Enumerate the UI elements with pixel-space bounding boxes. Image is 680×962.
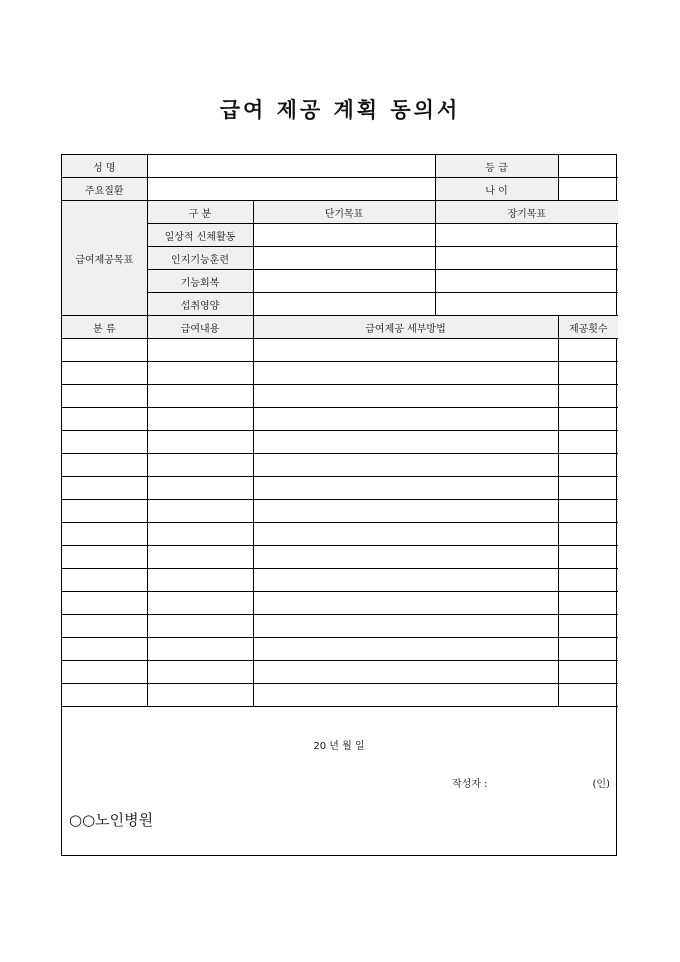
form-footer [62,711,616,855]
method-cell[interactable] [253,684,558,707]
method-cell[interactable] [253,638,558,661]
table-row [62,362,618,385]
table-row [62,615,618,638]
class-header: 분 류 [62,316,147,339]
content-cell[interactable] [147,546,253,569]
content-cell[interactable] [147,385,253,408]
content-cell[interactable] [147,638,253,661]
method-cell[interactable] [253,592,558,615]
method-cell[interactable] [253,523,558,546]
table-row [62,638,618,661]
table-row [62,523,618,546]
document-title: 급여 제공 계획 동의서 [219,98,461,122]
content-cell[interactable] [147,592,253,615]
class-cell[interactable] [62,638,147,661]
goals-header-row [62,201,618,224]
class-cell[interactable] [62,546,147,569]
name-label: 성 명 [62,155,147,178]
long-term-goal-cell[interactable] [435,293,618,316]
class-cell[interactable] [62,339,147,362]
class-cell[interactable] [62,569,147,592]
method-cell[interactable] [253,408,558,431]
info-row-1 [62,155,618,178]
grade-field[interactable] [558,155,618,178]
content-cell[interactable] [147,454,253,477]
short-term-goal-cell[interactable] [253,224,435,247]
count-cell[interactable] [558,638,618,661]
grade-label: 등 급 [435,155,558,178]
class-cell[interactable] [62,592,147,615]
author-label: 작성자 : [452,779,488,790]
form-table [62,155,618,707]
content-cell[interactable] [147,431,253,454]
content-cell[interactable] [147,523,253,546]
content-cell[interactable] [147,477,253,500]
goals-section-label: 급여제공목표 [62,201,147,316]
content-cell[interactable] [147,362,253,385]
short-term-goal-header: 단기목표 [253,201,435,224]
name-field[interactable] [147,155,435,178]
count-cell[interactable] [558,408,618,431]
goal-category-label: 인지기능훈련 [147,247,253,270]
disease-field[interactable] [147,178,435,201]
content-cell[interactable] [147,615,253,638]
consent-form [61,154,617,856]
count-cell[interactable] [558,477,618,500]
table-row [62,684,618,707]
method-cell[interactable] [253,546,558,569]
method-cell[interactable] [253,569,558,592]
table-row [62,569,618,592]
content-cell[interactable] [147,661,253,684]
count-cell[interactable] [558,592,618,615]
class-cell[interactable] [62,408,147,431]
class-cell[interactable] [62,615,147,638]
method-cell[interactable] [253,454,558,477]
short-term-goal-cell[interactable] [253,247,435,270]
count-cell[interactable] [558,431,618,454]
table-row [62,592,618,615]
count-cell[interactable] [558,661,618,684]
table-row [62,454,618,477]
class-cell[interactable] [62,477,147,500]
info-row-2 [62,178,618,201]
count-cell[interactable] [558,362,618,385]
class-cell[interactable] [62,385,147,408]
goals-category-header: 구 분 [147,201,253,224]
method-cell[interactable] [253,615,558,638]
long-term-goal-cell[interactable] [435,247,618,270]
count-cell[interactable] [558,454,618,477]
class-cell[interactable] [62,523,147,546]
content-cell[interactable] [147,408,253,431]
table-row [62,661,618,684]
table-row [62,546,618,569]
long-term-goal-cell[interactable] [435,224,618,247]
method-cell[interactable] [253,362,558,385]
method-header: 급여제공 세부방법 [253,316,558,339]
count-cell[interactable] [558,615,618,638]
short-term-goal-cell[interactable] [253,270,435,293]
count-cell[interactable] [558,546,618,569]
method-cell[interactable] [253,477,558,500]
long-term-goal-header: 장기목표 [435,201,618,224]
class-cell[interactable] [62,684,147,707]
goal-category-label: 섭취영양 [147,293,253,316]
table-row [62,431,618,454]
content-cell[interactable] [147,684,253,707]
count-header: 제공횟수 [558,316,618,339]
goal-category-label: 일상적 신체활동 [147,224,253,247]
count-cell[interactable] [558,523,618,546]
disease-label: 주요질환 [62,178,147,201]
class-cell[interactable] [62,362,147,385]
class-cell[interactable] [62,661,147,684]
date-line: 20 년 월 일 [313,741,365,752]
method-cell[interactable] [253,500,558,523]
class-cell[interactable] [62,431,147,454]
content-cell[interactable] [147,500,253,523]
method-cell[interactable] [253,661,558,684]
table-row [62,408,618,431]
method-cell[interactable] [253,431,558,454]
count-cell[interactable] [558,500,618,523]
long-term-goal-cell[interactable] [435,270,618,293]
class-cell[interactable] [62,454,147,477]
content-cell[interactable] [147,339,253,362]
age-field[interactable] [558,178,618,201]
count-cell[interactable] [558,569,618,592]
method-cell[interactable] [253,339,558,362]
short-term-goal-cell[interactable] [253,293,435,316]
method-cell[interactable] [253,385,558,408]
count-cell[interactable] [558,385,618,408]
table-row [62,385,618,408]
organization-name: ○○노인병원 [69,811,154,829]
content-cell[interactable] [147,569,253,592]
table-row [62,477,618,500]
class-cell[interactable] [62,500,147,523]
goal-category-label: 기능회복 [147,270,253,293]
content-header: 급여내용 [147,316,253,339]
count-cell[interactable] [558,684,618,707]
table-row [62,339,618,362]
details-header-row [62,316,618,339]
seal-label: (인) [592,779,610,790]
age-label: 나 이 [435,178,558,201]
table-row [62,500,618,523]
count-cell[interactable] [558,339,618,362]
